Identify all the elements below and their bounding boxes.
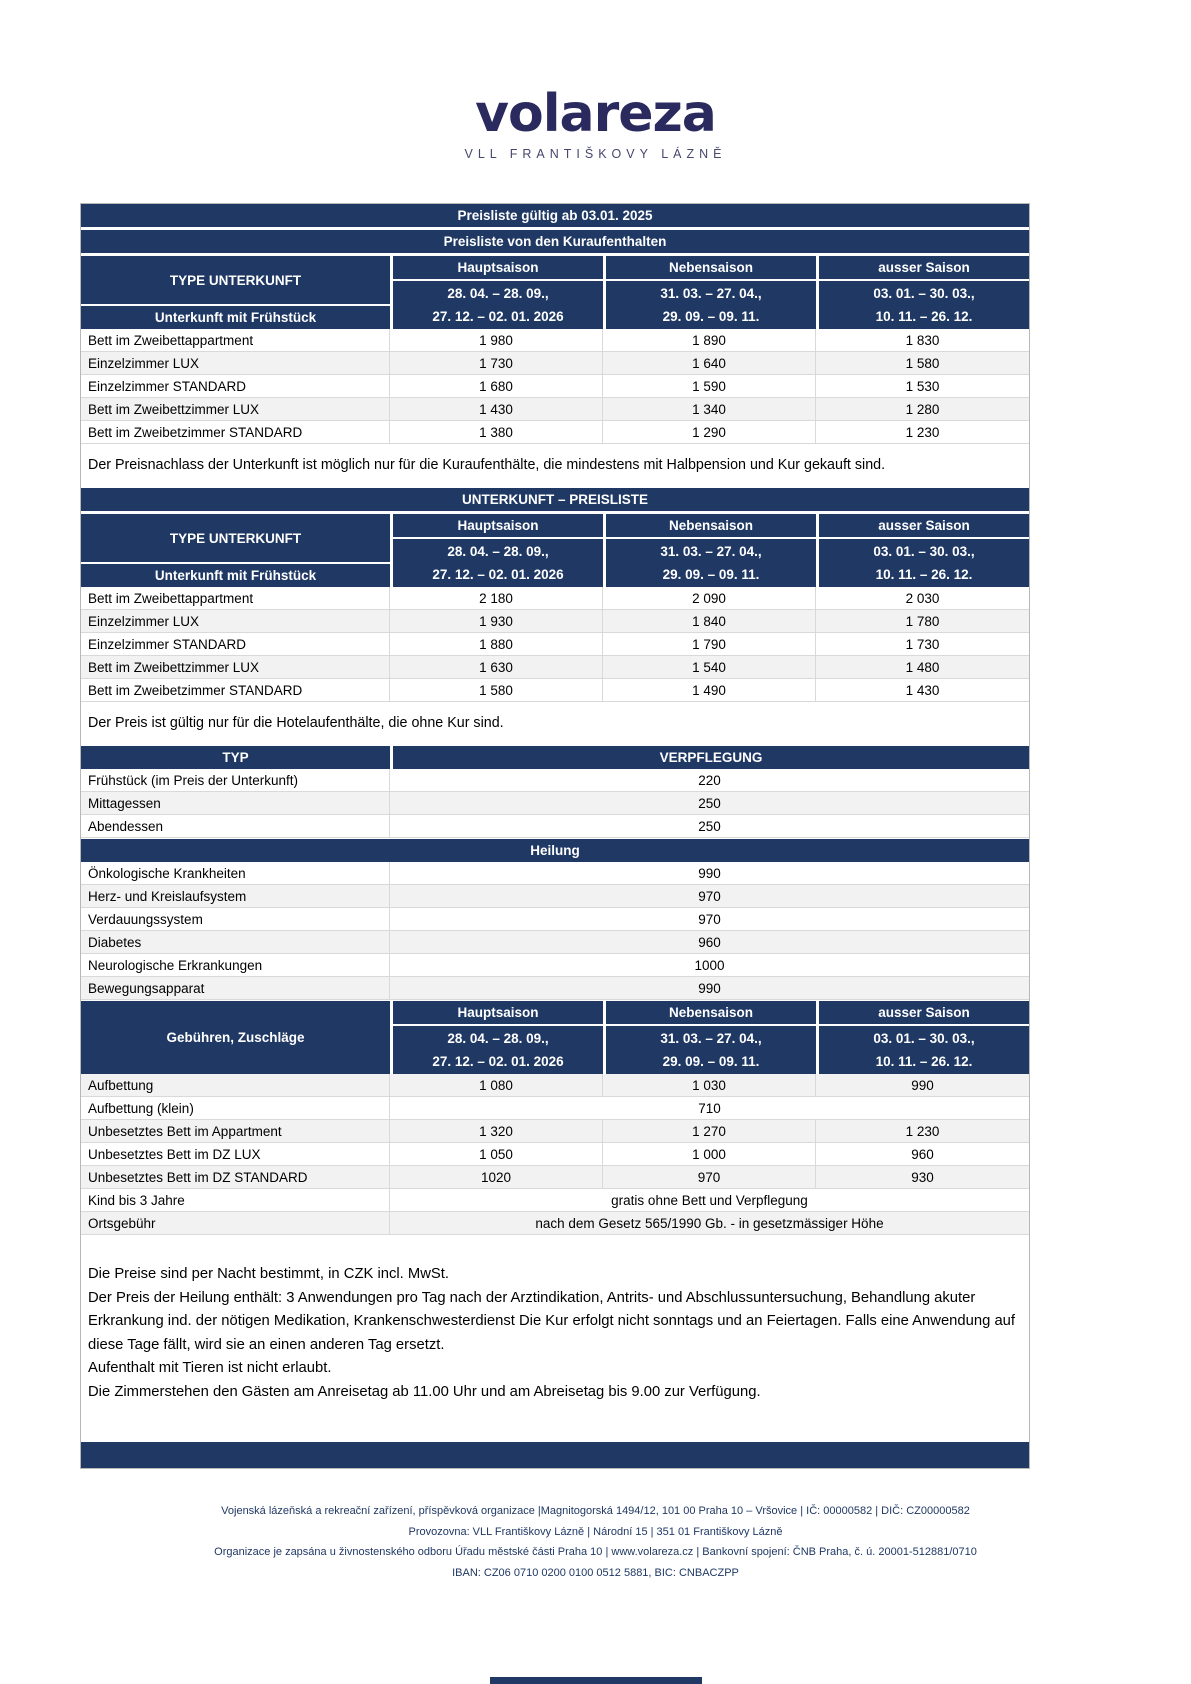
- table-corner-header: [81, 256, 390, 329]
- row-label: Önkologische Krankheiten: [81, 862, 390, 884]
- meals-table-header: [81, 746, 1029, 769]
- price-cell: 1000: [694, 957, 725, 973]
- table-row: [81, 885, 1029, 908]
- price-cell: 1 230: [905, 424, 940, 440]
- document-title: Preisliste gültig ab 03.01. 2025: [81, 204, 1029, 227]
- season-date-line: 28. 04. – 28. 09.,: [447, 1031, 549, 1046]
- corner-subtitle: Unterkunft mit Frühstück: [81, 306, 390, 329]
- table-row: [81, 375, 1029, 398]
- season-column: [819, 1001, 1029, 1074]
- season-date-line: 29. 09. – 09. 11.: [662, 1054, 760, 1069]
- season-date-line: 31. 03. – 27. 04.,: [660, 286, 762, 301]
- price-cell: 1 880: [390, 633, 603, 655]
- row-label: Frühstück (im Preis der Unterkunft): [81, 769, 390, 791]
- season-column: [819, 514, 1029, 587]
- table-row: [81, 329, 1029, 352]
- terms-paragraph: Aufenthalt mit Tieren ist nicht erlaubt.: [88, 1360, 332, 1376]
- price-cell: 1020: [390, 1166, 603, 1188]
- table-row: [81, 908, 1029, 931]
- row-label: Abendessen: [81, 815, 390, 837]
- table-row: [81, 679, 1029, 702]
- season-column: [606, 1001, 816, 1074]
- corner-subtitle: Unterkunft mit Frühstück: [81, 564, 390, 587]
- row-label: Bett im Zweibettzimmer LUX: [81, 398, 390, 420]
- season-column: [819, 256, 1029, 329]
- bottom-band: [81, 1442, 1029, 1468]
- table-row: [81, 792, 1029, 815]
- merged-cell: gratis ohne Bett und Verpflegung: [611, 1192, 808, 1208]
- price-cell: 1 430: [905, 682, 940, 698]
- season-dates: [606, 1026, 816, 1074]
- price-cell: 960: [911, 1146, 934, 1162]
- fees-table-header: [81, 1001, 1029, 1074]
- table-row: [81, 1097, 1029, 1120]
- season-date-line: 03. 01. – 30. 03.,: [873, 544, 975, 559]
- table-row: [81, 931, 1029, 954]
- corner-title: TYPE UNTERKUNFT: [81, 514, 390, 562]
- price-cell: 1 930: [390, 610, 603, 632]
- price-cell: 1 530: [905, 378, 940, 394]
- footer-line: IBAN: CZ06 0710 0200 0100 0512 5881, BIC: CNBACZPP: [452, 1566, 739, 1579]
- merged-cell: nach dem Gesetz 565/1990 Gb. - in gesetzmässiger Höhe: [535, 1215, 884, 1231]
- merged-cell: 710: [698, 1100, 721, 1116]
- season-date-line: 29. 09. – 09. 11.: [662, 567, 760, 582]
- season-dates: [819, 281, 1029, 329]
- table-row: [81, 977, 1029, 1000]
- price-cell: 1 080: [390, 1074, 603, 1096]
- table-row: [81, 769, 1029, 792]
- season-column: [393, 256, 603, 329]
- season-date-line: 31. 03. – 27. 04.,: [660, 544, 762, 559]
- meals-table-rows: [81, 769, 1029, 838]
- row-label: Unbesetztes Bett im DZ STANDARD: [81, 1166, 390, 1188]
- price-cell: 970: [698, 888, 721, 904]
- price-cell: 1 840: [603, 610, 816, 632]
- page-bottom-mark: [490, 1677, 702, 1684]
- price-cell: 1 000: [603, 1143, 816, 1165]
- season-date-line: 27. 12. – 02. 01. 2026: [432, 567, 564, 582]
- price-cell: 1 290: [603, 421, 816, 443]
- row-label: Einzelzimmer STANDARD: [81, 633, 390, 655]
- table-row: [81, 1143, 1029, 1166]
- price-cell: 1 780: [905, 613, 940, 629]
- row-label: Bett im Zweibettappartment: [81, 329, 390, 351]
- price-cell: 1 680: [390, 375, 603, 397]
- price-cell: 1 540: [603, 656, 816, 678]
- table-row: [81, 587, 1029, 610]
- price-cell: 220: [698, 772, 721, 788]
- table-row: [81, 633, 1029, 656]
- table-row: [81, 398, 1029, 421]
- footer-line: Vojenská lázeňská a rekreační zařízení, příspěvková organizace |Magnitogorská 1494/12, 101 00 Praha 10 – Vršovice | IČ: 00000582 | DIČ: CZ00000582: [221, 1505, 970, 1517]
- footer-line: Provozovna: VLL Františkovy Lázně | Národní 15 | 351 01 Františkovy Lázně: [408, 1525, 783, 1538]
- table-row: [81, 862, 1029, 885]
- hotel-table-rows: [81, 587, 1029, 702]
- season-date-line: 31. 03. – 27. 04.,: [660, 1031, 762, 1046]
- terms-paragraphs: [81, 1235, 1029, 1404]
- row-label: Einzelzimmer LUX: [81, 610, 390, 632]
- corner-title: Gebühren, Zuschläge: [81, 1001, 390, 1074]
- row-label: Bett im Zweibettzimmer LUX: [81, 656, 390, 678]
- hotel-table-header: [81, 514, 1029, 587]
- price-cell: 1 340: [603, 398, 816, 420]
- row-label: Aufbettung: [81, 1074, 390, 1096]
- table-row: [81, 610, 1029, 633]
- price-cell: 1 380: [390, 421, 603, 443]
- kur-table-title: Preisliste von den Kuraufenthalten: [81, 230, 1029, 253]
- kur-table-header: [81, 256, 1029, 329]
- season-date-line: 27. 12. – 02. 01. 2026: [432, 309, 564, 324]
- table-corner-header: [81, 1001, 390, 1074]
- price-cell: 1 630: [390, 656, 603, 678]
- price-cell: 1 270: [603, 1120, 816, 1142]
- table-row: [81, 1166, 1029, 1189]
- season-column: [393, 514, 603, 587]
- row-label: Diabetes: [81, 931, 390, 953]
- season-date-line: 10. 11. – 26. 12.: [875, 567, 973, 582]
- season-dates: [393, 539, 603, 587]
- season-dates: [393, 281, 603, 329]
- row-label: Mittagessen: [81, 792, 390, 814]
- table-row: [81, 656, 1029, 679]
- footer-line: Organizace je zapsána u živnostenského odboru Úřadu městské části Praha 10 | www.volareza.cz | Bankovní spojení: ČNB Praha, č. ú. 20001-512881/0710: [214, 1546, 977, 1558]
- row-label: Verdauungssystem: [81, 908, 390, 930]
- row-label: Aufbettung (klein): [81, 1097, 390, 1119]
- table-row: [81, 815, 1029, 838]
- price-cell: 2 090: [603, 587, 816, 609]
- price-cell: 960: [698, 934, 721, 950]
- price-cell: 1 230: [905, 1123, 940, 1139]
- logo: [0, 0, 1191, 161]
- fees-table-rows: [81, 1074, 1029, 1235]
- season-dates: [819, 1026, 1029, 1074]
- price-cell: 250: [698, 795, 721, 811]
- row-label: Einzelzimmer STANDARD: [81, 375, 390, 397]
- terms-paragraph: Die Zimmerstehen den Gästen am Anreisetag ab 11.00 Uhr und am Abreisetag bis 9.00 zur Verfügung.: [88, 1383, 761, 1400]
- heilung-table-rows: [81, 862, 1029, 1000]
- price-cell: 1 790: [603, 633, 816, 655]
- price-cell: 1 430: [390, 398, 603, 420]
- table-corner-header: [81, 514, 390, 587]
- price-cell: 2 180: [390, 587, 603, 609]
- heilung-section-title: Heilung: [81, 839, 1029, 862]
- price-cell: 1 830: [905, 332, 940, 348]
- row-label: Unbesetztes Bett im DZ LUX: [81, 1143, 390, 1165]
- row-label: Neurologische Erkrankungen: [81, 954, 390, 976]
- row-label: Bett im Zweibetzimmer STANDARD: [81, 679, 390, 701]
- season-dates: [393, 1026, 603, 1074]
- table-row: [81, 1189, 1029, 1212]
- price-cell: 250: [698, 818, 721, 834]
- price-cell: 1 580: [905, 355, 940, 371]
- price-cell: 1 890: [603, 329, 816, 351]
- row-label: Bett im Zweibetzimmer STANDARD: [81, 421, 390, 443]
- season-date-line: 10. 11. – 26. 12.: [875, 1054, 973, 1069]
- season-date-line: 28. 04. – 28. 09.,: [447, 286, 549, 301]
- price-cell: 1 580: [390, 679, 603, 701]
- price-cell: 990: [911, 1077, 934, 1093]
- season-name: ausser Saison: [819, 1001, 1029, 1024]
- season-date-line: 10. 11. – 26. 12.: [875, 309, 973, 324]
- row-label: Unbesetztes Bett im Appartment: [81, 1120, 390, 1142]
- season-date-line: 29. 09. – 09. 11.: [662, 309, 760, 324]
- price-cell: 1 030: [603, 1074, 816, 1096]
- corner-title: TYPE UNTERKUNFT: [81, 256, 390, 304]
- season-name: Nebensaison: [606, 514, 816, 537]
- price-cell: 970: [698, 911, 721, 927]
- price-cell: 930: [911, 1169, 934, 1185]
- price-cell: 1 280: [905, 401, 940, 417]
- table-row: [81, 421, 1029, 444]
- hotel-table-title: UNTERKUNFT – PREISLISTE: [81, 488, 1029, 511]
- price-cell: 1 590: [603, 375, 816, 397]
- row-label: Kind bis 3 Jahre: [81, 1189, 390, 1211]
- season-name: Hauptsaison: [393, 256, 603, 279]
- table-row: [81, 1074, 1029, 1097]
- table-row: [81, 954, 1029, 977]
- price-cell: 990: [698, 865, 721, 881]
- kur-table-rows: [81, 329, 1029, 444]
- season-column: [606, 514, 816, 587]
- price-cell: 1 480: [905, 659, 940, 675]
- brand-logo: volareza: [475, 84, 716, 144]
- season-column: [393, 1001, 603, 1074]
- season-dates: [606, 539, 816, 587]
- price-cell: 1 640: [603, 352, 816, 374]
- price-cell: 1 980: [390, 329, 603, 351]
- terms-paragraph: Der Preis der Heilung enthält: 3 Anwendungen pro Tag nach der Arztindikation, Antrits- und Abschlussuntersuchung, Behandlung akuter Erkrankung ind. der nötigen Medikation, Krankenschwesterdienst Die Kur erfolgt nicht sonntags und an Feiertagen. Falls eine Anwendung auf diese Tage fällt, wird sie an einen anderen Tag ersetzt.: [88, 1289, 1016, 1353]
- price-cell: 1 490: [603, 679, 816, 701]
- row-label: Einzelzimmer LUX: [81, 352, 390, 374]
- hotel-table-note: Der Preis ist gültig nur für die Hotelaufenthälte, die ohne Kur sind.: [81, 702, 1029, 746]
- season-name: Nebensaison: [606, 256, 816, 279]
- season-dates: [819, 539, 1029, 587]
- table-row: [81, 1212, 1029, 1235]
- season-date-line: 28. 04. – 28. 09.,: [447, 544, 549, 559]
- price-cell: 1 730: [905, 636, 940, 652]
- season-name: Hauptsaison: [393, 514, 603, 537]
- price-cell: 1 320: [390, 1120, 603, 1142]
- price-list-document: [80, 203, 1030, 1469]
- table-row: [81, 352, 1029, 375]
- table-row: [81, 1120, 1029, 1143]
- price-cell: 990: [698, 980, 721, 996]
- season-date-line: 03. 01. – 30. 03.,: [873, 286, 975, 301]
- column-header-verpflegung: VERPFLEGUNG: [393, 746, 1029, 769]
- season-date-line: 27. 12. – 02. 01. 2026: [432, 1054, 564, 1069]
- price-cell: 1 050: [390, 1143, 603, 1165]
- column-header-typ: TYP: [81, 746, 390, 769]
- kur-table-note: Der Preisnachlass der Unterkunft ist möglich nur für die Kuraufenthälte, die mindestens mit Halbpension und Kur gekauft sind.: [81, 444, 1029, 488]
- price-cell: 970: [603, 1166, 816, 1188]
- row-label: Bett im Zweibettappartment: [81, 587, 390, 609]
- season-name: ausser Saison: [819, 256, 1029, 279]
- season-name: ausser Saison: [819, 514, 1029, 537]
- season-name: Nebensaison: [606, 1001, 816, 1024]
- season-dates: [606, 281, 816, 329]
- terms-paragraph: Die Preise sind per Nacht bestimmt, in CZK incl. MwSt.: [88, 1266, 449, 1282]
- brand-subtitle: VLL FRANTIŠKOVY LÁZNĚ: [464, 147, 727, 161]
- season-date-line: 03. 01. – 30. 03.,: [873, 1031, 975, 1046]
- price-cell: 2 030: [905, 590, 940, 606]
- row-label: Bewegungsapparat: [81, 977, 390, 999]
- row-label: Ortsgebühr: [81, 1212, 390, 1234]
- season-column: [606, 256, 816, 329]
- row-label: Herz- und Kreislaufsystem: [81, 885, 390, 907]
- footer: [0, 1501, 1191, 1583]
- price-cell: 1 730: [390, 352, 603, 374]
- season-name: Hauptsaison: [393, 1001, 603, 1024]
